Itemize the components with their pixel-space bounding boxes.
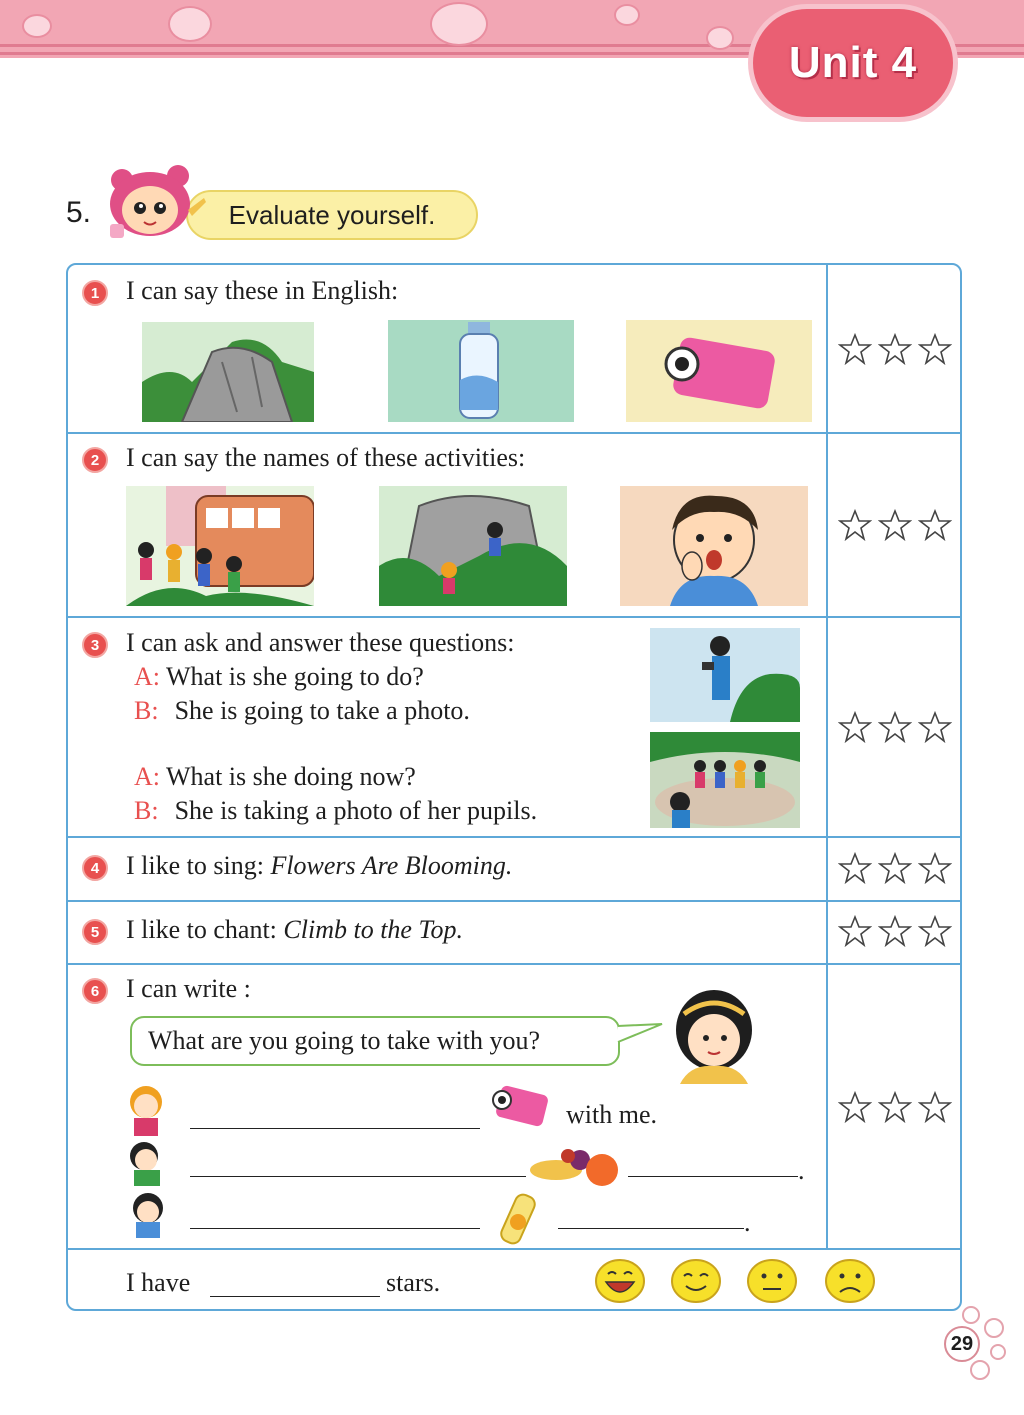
star-outline-icon[interactable] <box>838 710 872 744</box>
star-outline-icon[interactable] <box>838 1090 872 1124</box>
decorative-ring <box>962 1306 980 1324</box>
dialogue-text: What is she doing now? <box>166 762 416 791</box>
speaker-label: A: <box>134 762 160 791</box>
item-1-text: I can say these in English: <box>126 276 399 305</box>
mascot-icon <box>100 164 210 246</box>
decorative-ring <box>990 1344 1006 1360</box>
item-5-prefix: I like to chant: <box>126 915 284 944</box>
answer-blank[interactable] <box>628 1176 798 1177</box>
dialogue-text: She is taking a photo of her pupils. <box>174 796 538 825</box>
item-number-badge: 1 <box>82 280 108 306</box>
star-outline-icon[interactable] <box>918 332 952 366</box>
dialogue-line <box>134 662 424 692</box>
rating-stars[interactable] <box>838 851 956 887</box>
star-outline-icon[interactable] <box>918 914 952 948</box>
rating-stars[interactable] <box>838 914 956 950</box>
climbing-mountain-icon <box>379 486 567 606</box>
paw-print-icon <box>168 6 212 42</box>
laughing-face-icon[interactable] <box>594 1258 646 1304</box>
speaker-label: B: <box>134 696 159 725</box>
girl-icon <box>670 986 758 1084</box>
section-title: Evaluate yourself. <box>186 190 478 240</box>
paw-print-icon <box>614 4 640 26</box>
item-number-badge: 4 <box>82 855 108 881</box>
summary-after: stars. <box>386 1268 441 1297</box>
answer-blank[interactable] <box>190 1228 480 1229</box>
rating-stars[interactable] <box>838 710 956 746</box>
fruit-icon <box>528 1140 622 1190</box>
row-divider <box>66 836 962 838</box>
pupils-photo-icon <box>650 732 800 828</box>
stars-count-blank[interactable] <box>210 1296 380 1297</box>
decorative-ring <box>970 1360 990 1380</box>
item-number-badge: 6 <box>82 978 108 1004</box>
page-number: 29 <box>944 1326 980 1362</box>
row-divider <box>66 1248 962 1250</box>
rating-stars[interactable] <box>838 1090 956 1126</box>
item-2-text: I can say the names of these activities: <box>126 443 526 472</box>
shouting-icon <box>620 486 808 606</box>
speaker-label: A: <box>134 662 160 691</box>
column-divider <box>826 265 828 1250</box>
sad-face-icon[interactable] <box>824 1258 876 1304</box>
rating-stars[interactable] <box>838 508 956 544</box>
question-bubble: What are you going to take with you? <box>130 1016 620 1066</box>
item-number-badge: 2 <box>82 447 108 473</box>
item-3-text: I can ask and answer these questions: <box>126 628 515 657</box>
row-divider <box>66 432 962 434</box>
item-4-prefix: I like to sing: <box>126 851 271 880</box>
decorative-ring <box>984 1318 1004 1338</box>
dialogue-text: What is she going to do? <box>166 662 424 691</box>
star-outline-icon[interactable] <box>878 1090 912 1124</box>
boy-icon <box>118 1140 174 1186</box>
song-title: Flowers Are Blooming. <box>270 851 513 880</box>
water-bottle-icon <box>388 320 574 422</box>
section-number: 5. <box>66 196 92 229</box>
star-outline-icon[interactable] <box>838 851 872 885</box>
answer-blank[interactable] <box>558 1228 744 1229</box>
girl-icon <box>122 1190 174 1240</box>
dialogue-line <box>134 762 416 792</box>
rating-stars[interactable] <box>838 332 956 368</box>
star-outline-icon[interactable] <box>918 851 952 885</box>
chant-title: Climb to the Top. <box>283 915 464 944</box>
summary-before: I have <box>126 1268 191 1297</box>
item-4-text <box>126 851 512 881</box>
star-outline-icon[interactable] <box>878 332 912 366</box>
paw-print-icon <box>22 14 52 38</box>
dialogue-line <box>134 696 470 726</box>
star-outline-icon[interactable] <box>878 710 912 744</box>
camera-icon <box>626 320 812 422</box>
star-outline-icon[interactable] <box>878 914 912 948</box>
star-outline-icon[interactable] <box>918 508 952 542</box>
item-number-badge: 3 <box>82 632 108 658</box>
item-number-badge: 5 <box>82 919 108 945</box>
dialogue-line <box>134 796 537 826</box>
star-outline-icon[interactable] <box>918 1090 952 1124</box>
answer-blank[interactable] <box>190 1176 526 1177</box>
period-mark: . <box>798 1156 805 1185</box>
star-outline-icon[interactable] <box>838 508 872 542</box>
camera-icon <box>484 1080 552 1132</box>
bubble-tail-icon <box>616 1022 664 1048</box>
boy-icon <box>118 1082 174 1138</box>
getting-on-bus-icon <box>126 486 314 606</box>
star-outline-icon[interactable] <box>918 710 952 744</box>
dialogue-text: She is going to take a photo. <box>174 696 470 725</box>
row-divider <box>66 900 962 902</box>
answer-blank[interactable] <box>190 1128 480 1129</box>
star-outline-icon[interactable] <box>878 508 912 542</box>
item-6-text: I can write : <box>126 974 251 1003</box>
rock-mountain-icon <box>142 322 314 422</box>
unit-badge <box>748 4 958 122</box>
star-outline-icon[interactable] <box>878 851 912 885</box>
smiling-face-icon[interactable] <box>670 1258 722 1304</box>
neutral-face-icon[interactable] <box>746 1258 798 1304</box>
speaker-label: B: <box>134 796 159 825</box>
paw-print-icon <box>706 26 734 50</box>
row-divider <box>66 963 962 965</box>
star-outline-icon[interactable] <box>838 332 872 366</box>
row-divider <box>66 616 962 618</box>
item-5-text <box>126 915 463 945</box>
answer-suffix: with me. <box>566 1100 657 1129</box>
unit-label: Unit 4 <box>788 38 918 87</box>
star-outline-icon[interactable] <box>838 914 872 948</box>
juice-bottle-icon <box>488 1186 550 1248</box>
teacher-with-camera-icon <box>650 628 800 722</box>
period-mark: . <box>744 1208 751 1237</box>
paw-print-icon <box>430 2 488 46</box>
